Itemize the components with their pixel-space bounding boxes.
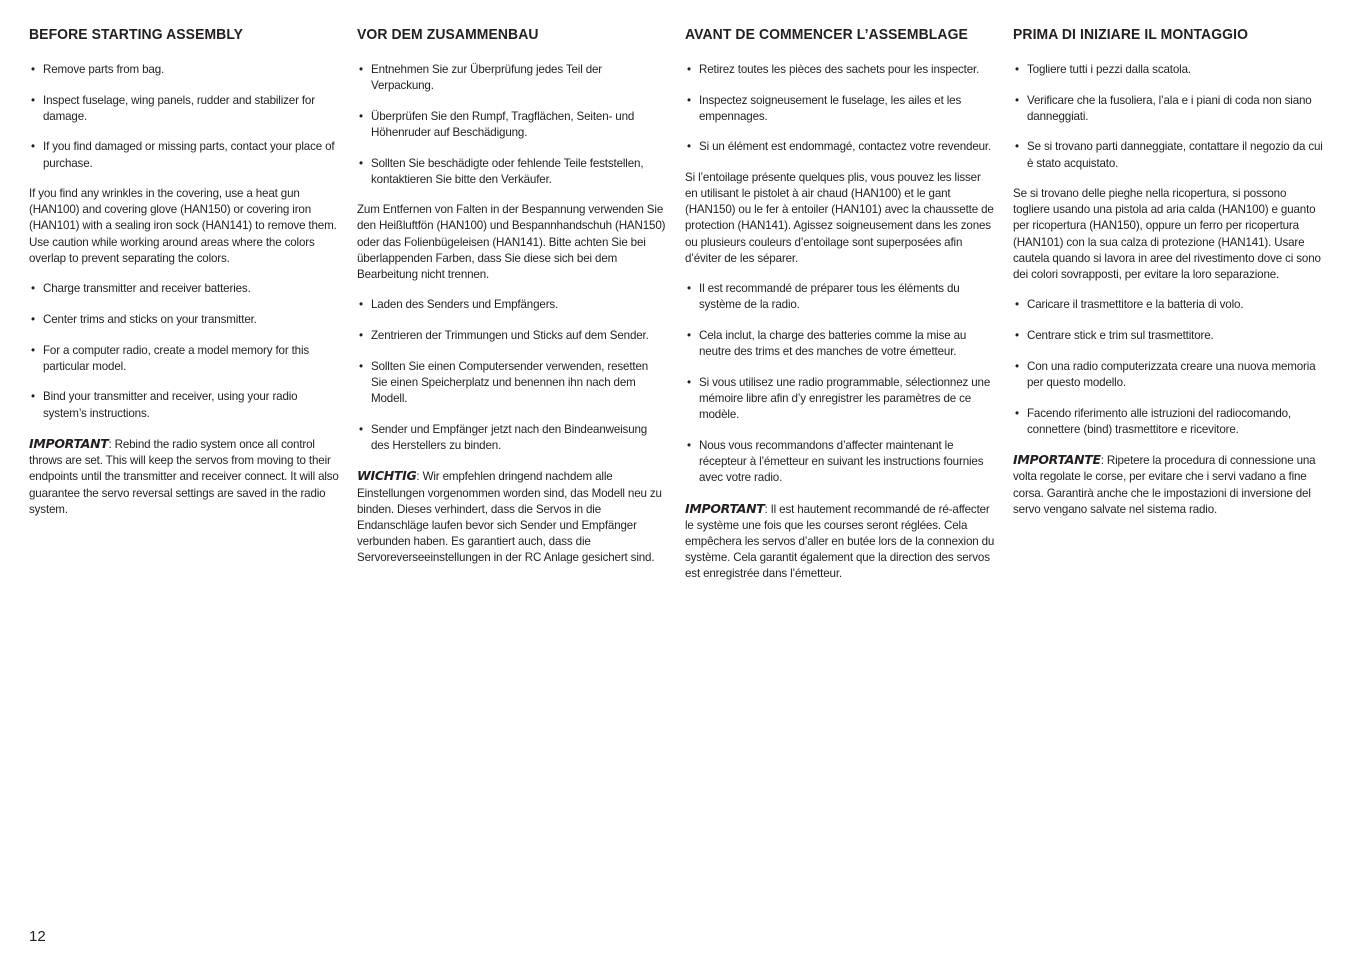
bullet-item: • Il est recommandé de préparer tous les éléments du système de la radio. xyxy=(685,281,995,313)
bullet-item: • Charge transmitter and receiver batteries. xyxy=(29,281,339,297)
bullet-item: • Inspectez soigneusement le fuselage, les ailes et les empennages. xyxy=(685,93,995,125)
bullet-item: • Bind your transmitter and receiver, using your radio system’s instructions. xyxy=(29,389,339,421)
paragraph: Si l’entoilage présente quelques plis, vous pouvez les lisser en utilisant le pistolet à air chaud (HAN100) et le gant (HAN150) ou le fer à entoiler (HAN101) avec la chaussette de protection (HAN141). Agissez soigneusement dans les zones ou plusieurs couleurs d’entoilage sont superposées afin d’éviter de les séparer. xyxy=(685,171,994,265)
bullet-item: • Sollten Sie beschädigte oder fehlende Teile feststellen, kontaktieren Sie bitte den Verkäufer. xyxy=(357,156,667,188)
important-text: : Wir empfehlen dringend nachdem alle Einstellungen vorgenommen worden sind, das Modell neu zu binden. Dieses verhindert, dass die Servos in die Endanschläge laufen bevor sich Sender und Empfänger verbunden haben. Es garantiert auch, dass die Servoreverseeinstellungen in der RC Anlage gesichert sind. xyxy=(357,470,662,564)
column-english xyxy=(29,22,339,532)
bullet-item: • Facendo riferimento alle istruzioni del radiocomando, connettere (bind) trasmettitore e ricevitore. xyxy=(1013,406,1323,438)
column-german xyxy=(357,22,667,581)
bullet-item: • Laden des Senders und Empfängers. xyxy=(357,297,667,313)
bullet-item: • Con una radio computerizzata creare una nuova memoria per questo modello. xyxy=(1013,359,1323,391)
bullet-item: • Cela inclut, la charge des batteries comme la mise au neutre des trims et des manches de votre émetteur. xyxy=(685,328,995,360)
paragraph: If you find any wrinkles in the covering, use a heat gun (HAN100) and covering glove (HAN150) or covering iron (HAN101) with a sealing iron sock (HAN141) to remove them. Use caution while working around areas where the colors overlap to prevent separating the colors. xyxy=(29,187,337,265)
important-text: : Il est hautement recommandé de ré-affecter le système une fois que les courses seront réglées. Cela empêchera les servos d’aller en butée lors de la connexion du système. Cela garantit également que la direction des servos est enregistrée dans l’émetteur. xyxy=(685,502,995,580)
section-body xyxy=(29,62,339,518)
section-heading: BEFORE STARTING ASSEMBLY xyxy=(29,26,244,43)
bullet-item: • Entnehmen Sie zur Überprüfung jedes Teil der Verpackung. xyxy=(357,62,667,94)
important-label: IMPORTANT xyxy=(685,500,765,516)
paragraph: Zum Entfernen von Falten in der Bespannung verwenden Sie den Heißluftfön (HAN100) und Bespannhandschuh (HAN150) oder das Folienbügeleisen (HAN141). Bitte achten Sie bei überlappenden Farben, dass Sie diese sich bei dem Bearbeitung nicht trennen. xyxy=(357,203,666,281)
important-label: IMPORTANTE xyxy=(1013,452,1101,468)
paragraph: Se si trovano delle pieghe nella ricopertura, si possono togliere usando una pistola ad aria calda (HAN100) e guanto per ricopertura (HAN150), oppure un ferro per ricopertura (HAN101) con la sua calza di protezione (HAN141). Usare cautela quando si lavora in aree del rivestimento dove ci sono dei colori sovrapposti, per evitare la loro separazione. xyxy=(1013,187,1321,281)
section-heading: PRIMA DI INIZIARE IL MONTAGGIO xyxy=(1013,26,1249,43)
section-body xyxy=(357,62,667,566)
bullet-item: • Centrare stick e trim sul trasmettitore. xyxy=(1013,328,1323,344)
column-italian xyxy=(1013,22,1323,532)
bullet-item: • Inspect fuselage, wing panels, rudder and stabilizer for damage. xyxy=(29,93,339,125)
bullet-item: • Retirez toutes les pièces des sachets pour les inspecter. xyxy=(685,62,995,78)
bullet-item: • For a computer radio, create a model memory for this particular model. xyxy=(29,343,339,375)
important-text: : Ripetere la procedura di connessione una volta regolate le corse, per evitare che i servi vadano a fine corsa. Garantirà anche che le impostazioni di inversione del servo vengano salvate nel sistema radio. xyxy=(1013,454,1316,516)
bullet-item: • Remove parts from bag. xyxy=(29,62,339,78)
page-number: 12 xyxy=(29,928,46,945)
important-note xyxy=(357,468,667,566)
column-french xyxy=(685,22,995,597)
bullet-item: • Sender und Empfänger jetzt nach den Bindeanweisung des Herstellers zu binden. xyxy=(357,422,667,454)
section-heading: VOR DEM ZUSAMMENBAU xyxy=(357,26,539,43)
bullet-item: • Togliere tutti i pezzi dalla scatola. xyxy=(1013,62,1323,78)
section-body xyxy=(685,62,995,582)
section-body xyxy=(1013,62,1323,518)
bullet-item: • Caricare il trasmettitore e la batteria di volo. xyxy=(1013,297,1323,313)
section-heading: AVANT DE COMMENCER L’ASSEMBLAGE xyxy=(685,26,968,43)
bullet-item: • Zentrieren der Trimmungen und Sticks auf dem Sender. xyxy=(357,328,667,344)
bullet-item: • If you find damaged or missing parts, contact your place of purchase. xyxy=(29,139,339,171)
bullet-item: • Verificare che la fusoliera, l’ala e i piani di coda non siano danneggiati. xyxy=(1013,93,1323,125)
bullet-item: • Se si trovano parti danneggiate, contattare il negozio da cui è stato acquistato. xyxy=(1013,139,1323,171)
bullet-item: • Center trims and sticks on your transmitter. xyxy=(29,312,339,328)
bullet-item: • Nous vous recommandons d’affecter maintenant le récepteur à l’émetteur en suivant les instructions fournies avec votre radio. xyxy=(685,438,995,486)
important-note xyxy=(29,436,339,517)
bullet-item: • Si un élément est endommagé, contactez votre revendeur. xyxy=(685,139,995,155)
bullet-item: • Si vous utilisez une radio programmable, sélectionnez une mémoire libre afin d’y enregistrer les paramètres de ce modèle. xyxy=(685,375,995,423)
important-note xyxy=(685,501,995,582)
bullet-item: • Überprüfen Sie den Rumpf, Tragflächen, Seiten- und Höhenruder auf Beschädigung. xyxy=(357,109,667,141)
important-text: : Rebind the radio system once all control throws are set. This will keep the servos from moving to their endpoints until the transmitter and receiver connect. It will also guarantee the servo reversal settings are saved in the radio system. xyxy=(29,438,339,516)
important-label: IMPORTANT xyxy=(29,436,109,452)
important-label: WICHTIG xyxy=(357,468,417,484)
important-note xyxy=(1013,452,1323,517)
bullet-item: • Sollten Sie einen Computersender verwenden, resetten Sie einen Speicherplatz und benennen ihn nach dem Modell. xyxy=(357,359,667,407)
